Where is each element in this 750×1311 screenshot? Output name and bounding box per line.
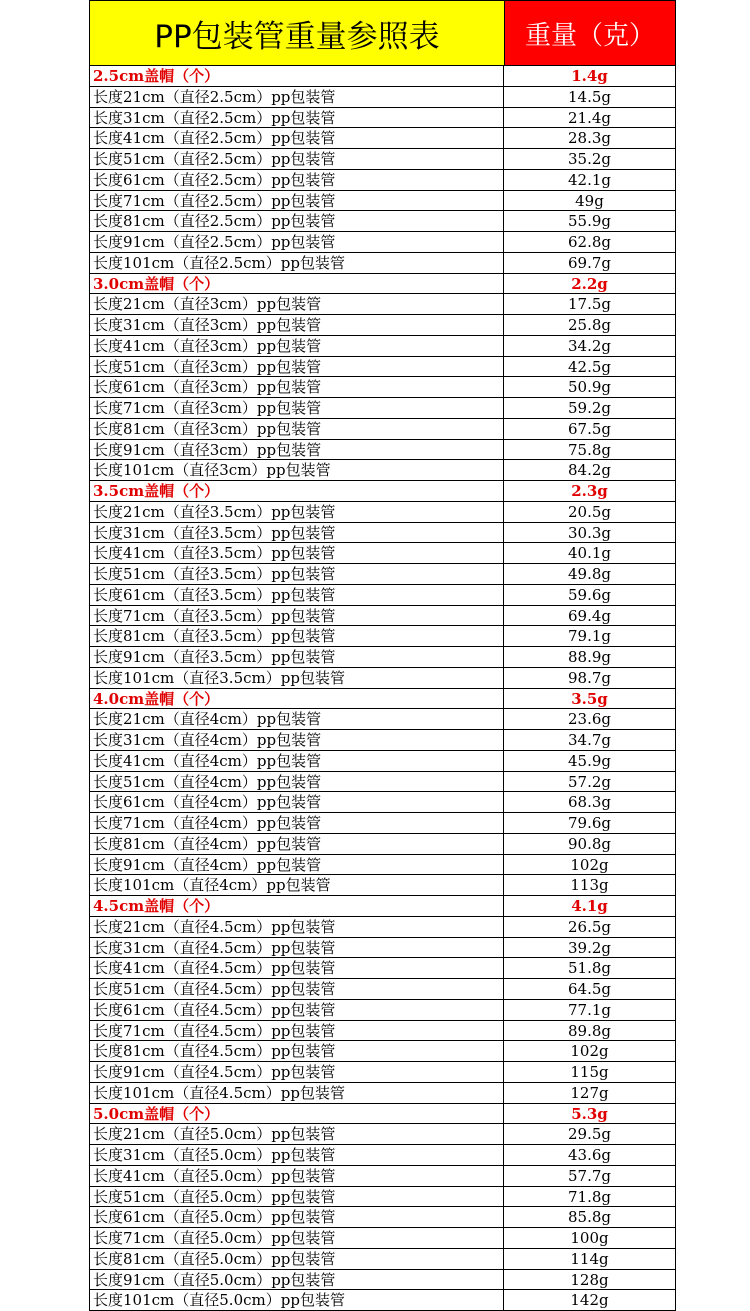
tube-weight: 20.5g <box>567 502 611 521</box>
tube-spec: 长度61cm（直径4.5cm）pp包装管 <box>90 1000 504 1020</box>
table-row <box>89 979 676 1000</box>
tube-spec: 长度41cm（直径3cm）pp包装管 <box>90 336 504 356</box>
table-row <box>89 709 676 730</box>
tube-spec: 长度21cm（直径5.0cm）pp包装管 <box>90 1124 504 1144</box>
table-row <box>89 772 676 793</box>
cap-row <box>89 274 676 295</box>
tube-weight: 85.8g <box>567 1208 611 1227</box>
tube-spec: 长度71cm（直径3.5cm）pp包装管 <box>90 606 504 626</box>
table-row <box>89 419 676 440</box>
tube-spec: 长度51cm（直径3.5cm）pp包装管 <box>90 564 504 584</box>
tube-spec: 长度101cm（直径3cm）pp包装管 <box>90 460 504 480</box>
cap-row <box>89 1104 676 1125</box>
tube-weight: 64.5g <box>567 980 611 998</box>
tube-spec: 长度71cm（直径3cm）pp包装管 <box>90 398 504 418</box>
table-row <box>89 377 676 398</box>
tube-weight: 35.2g <box>567 150 611 168</box>
tube-spec: 长度61cm（直径3cm）pp包装管 <box>90 377 504 397</box>
tube-spec: 长度101cm（直径4cm）pp包装管 <box>90 875 504 895</box>
tube-spec: 长度91cm（直径5.0cm）pp包装管 <box>90 1270 504 1290</box>
tube-weight: 62.8g <box>567 233 611 251</box>
tube-weight: 34.7g <box>567 731 611 749</box>
table-row <box>89 751 676 772</box>
tube-weight: 90.8g <box>567 834 611 853</box>
tube-weight: 142g <box>570 1291 609 1310</box>
table-row <box>89 1021 676 1042</box>
tube-weight: 30.3g <box>567 523 611 542</box>
cap-weight: 2.2g <box>571 274 608 293</box>
tube-weight: 28.3g <box>567 129 611 148</box>
tube-weight: 59.2g <box>567 399 611 417</box>
tube-weight: 49.8g <box>567 565 611 583</box>
table-row <box>89 170 676 191</box>
table-row <box>89 1124 676 1145</box>
table-row <box>89 813 676 834</box>
table-row <box>89 792 676 813</box>
tube-spec: 长度21cm（直径3.5cm）pp包装管 <box>90 502 504 522</box>
table-row <box>89 108 676 129</box>
table-row <box>89 1249 676 1270</box>
table-row <box>89 502 676 523</box>
tube-spec: 长度51cm（直径3cm）pp包装管 <box>90 357 504 377</box>
tube-weight: 57.2g <box>567 772 611 791</box>
table-row <box>89 834 676 855</box>
table-row <box>89 440 676 461</box>
cap-weight: 1.4g <box>571 67 608 85</box>
tube-weight: 88.9g <box>567 648 611 666</box>
tube-spec: 长度81cm（直径3.5cm）pp包装管 <box>90 626 504 646</box>
table-row <box>89 211 676 232</box>
tube-spec: 长度31cm（直径4.5cm）pp包装管 <box>90 938 504 958</box>
tube-spec: 长度51cm（直径2.5cm）pp包装管 <box>90 149 504 169</box>
tube-spec: 长度21cm（直径4cm）pp包装管 <box>90 709 504 729</box>
tube-weight: 113g <box>570 876 609 895</box>
table-row <box>89 564 676 585</box>
tube-spec: 长度31cm（直径4cm）pp包装管 <box>90 730 504 750</box>
cap-row <box>89 689 676 710</box>
tube-spec: 长度41cm（直径4cm）pp包装管 <box>90 751 504 771</box>
tube-weight: 40.1g <box>567 544 611 563</box>
tube-spec: 长度71cm（直径4.5cm）pp包装管 <box>90 1021 504 1041</box>
tube-weight: 34.2g <box>567 336 611 355</box>
cap-weight: 4.1g <box>571 897 608 915</box>
tube-spec: 长度21cm（直径2.5cm）pp包装管 <box>90 87 504 107</box>
tube-weight: 127g <box>570 1083 609 1102</box>
tube-spec: 长度51cm（直径5.0cm）pp包装管 <box>90 1187 504 1207</box>
table-row <box>89 87 676 108</box>
tube-spec: 长度31cm（直径3.5cm）pp包装管 <box>90 523 504 543</box>
tube-spec: 长度51cm（直径4cm）pp包装管 <box>90 772 504 792</box>
tube-spec: 长度91cm（直径2.5cm）pp包装管 <box>90 232 504 252</box>
cap-weight: 5.3g <box>571 1104 608 1123</box>
cap-name: 2.5cm盖帽（个） <box>90 66 504 86</box>
tube-spec: 长度81cm（直径5.0cm）pp包装管 <box>90 1249 504 1269</box>
table-row <box>89 958 676 979</box>
tube-spec: 长度61cm（直径5.0cm）pp包装管 <box>90 1207 504 1227</box>
table-row <box>89 1228 676 1249</box>
table-row <box>89 523 676 544</box>
tube-spec: 长度71cm（直径4cm）pp包装管 <box>90 813 504 833</box>
tube-weight: 23.6g <box>567 710 611 729</box>
cap-row <box>89 66 676 87</box>
tube-spec: 长度91cm（直径4.5cm）pp包装管 <box>90 1062 504 1082</box>
table-row <box>89 315 676 336</box>
tube-weight: 100g <box>570 1229 609 1247</box>
table-header <box>89 0 676 66</box>
table-row <box>89 1062 676 1083</box>
table-row <box>89 938 676 959</box>
tube-spec: 长度61cm（直径2.5cm）pp包装管 <box>90 170 504 190</box>
cap-row <box>89 481 676 502</box>
cap-name: 4.5cm盖帽（个） <box>90 896 504 916</box>
tube-spec: 长度81cm（直径4cm）pp包装管 <box>90 834 504 854</box>
cap-name: 5.0cm盖帽（个） <box>90 1104 504 1124</box>
tube-weight: 42.5g <box>567 357 611 376</box>
table-row <box>89 855 676 876</box>
table-row <box>89 1187 676 1208</box>
weight-table <box>89 0 676 1311</box>
tube-spec: 长度91cm（直径3cm）pp包装管 <box>90 440 504 460</box>
table-row <box>89 232 676 253</box>
tube-weight: 39.2g <box>567 938 611 957</box>
tube-weight: 50.9g <box>567 378 611 397</box>
table-row <box>89 149 676 170</box>
tube-weight: 59.6g <box>567 585 611 604</box>
tube-spec: 长度31cm（直径3cm）pp包装管 <box>90 315 504 335</box>
tube-weight: 14.5g <box>567 87 611 106</box>
tube-weight: 115g <box>570 1063 609 1081</box>
tube-spec: 长度21cm（直径3cm）pp包装管 <box>90 294 504 314</box>
tube-spec: 长度41cm（直径5.0cm）pp包装管 <box>90 1166 504 1186</box>
tube-spec: 长度61cm（直径3.5cm）pp包装管 <box>90 585 504 605</box>
tube-spec: 长度41cm（直径4.5cm）pp包装管 <box>90 958 504 978</box>
tube-spec: 长度41cm（直径3.5cm）pp包装管 <box>90 543 504 563</box>
table-row <box>89 626 676 647</box>
tube-weight: 43.6g <box>567 1146 611 1164</box>
table-row <box>89 647 676 668</box>
tube-weight: 102g <box>570 1042 609 1061</box>
table-row <box>89 668 676 689</box>
tube-spec: 长度31cm（直径2.5cm）pp包装管 <box>90 108 504 128</box>
tube-weight: 89.8g <box>567 1021 611 1040</box>
table-row <box>89 1166 676 1187</box>
tube-weight: 42.1g <box>567 170 611 189</box>
table-row <box>89 543 676 564</box>
tube-spec: 长度91cm（直径3.5cm）pp包装管 <box>90 647 504 667</box>
tube-weight: 98.7g <box>567 668 611 687</box>
tube-weight: 102g <box>570 855 609 874</box>
tube-weight: 55.9g <box>567 212 611 231</box>
tube-spec: 长度41cm（直径2.5cm）pp包装管 <box>90 128 504 148</box>
table-body <box>89 66 676 1311</box>
tube-weight: 68.3g <box>567 793 611 812</box>
tube-weight: 71.8g <box>567 1187 611 1206</box>
tube-weight: 25.8g <box>567 316 611 334</box>
table-title: PP包装管重量参照表 <box>90 1 505 65</box>
table-row <box>89 191 676 212</box>
tube-spec: 长度31cm（直径5.0cm）pp包装管 <box>90 1145 504 1165</box>
weight-column-header: 重量（克） <box>505 1 675 65</box>
cap-weight: 2.3g <box>571 482 608 500</box>
cap-name: 3.0cm盖帽（个） <box>90 274 504 294</box>
table-row <box>89 917 676 938</box>
cap-name: 4.0cm盖帽（个） <box>90 689 504 709</box>
tube-weight: 75.8g <box>567 440 611 459</box>
table-row <box>89 336 676 357</box>
tube-weight: 21.4g <box>567 108 611 127</box>
tube-spec: 长度71cm（直径2.5cm）pp包装管 <box>90 191 504 211</box>
table-row <box>89 1000 676 1021</box>
tube-spec: 长度81cm（直径3cm）pp包装管 <box>90 419 504 439</box>
table-row <box>89 398 676 419</box>
table-row <box>89 460 676 481</box>
table-row <box>89 606 676 627</box>
tube-weight: 79.6g <box>567 814 611 832</box>
tube-weight: 17.5g <box>567 295 611 314</box>
table-row <box>89 875 676 896</box>
tube-weight: 51.8g <box>567 959 611 978</box>
tube-weight: 79.1g <box>567 627 611 646</box>
cap-name: 3.5cm盖帽（个） <box>90 481 504 501</box>
table-row <box>89 1041 676 1062</box>
tube-weight: 49g <box>575 191 604 210</box>
tube-spec: 长度71cm（直径5.0cm）pp包装管 <box>90 1228 504 1248</box>
tube-spec: 长度101cm（直径3.5cm）pp包装管 <box>90 668 504 688</box>
table-row <box>89 585 676 606</box>
tube-weight: 57.7g <box>567 1166 611 1185</box>
tube-spec: 长度21cm（直径4.5cm）pp包装管 <box>90 917 504 937</box>
tube-weight: 128g <box>570 1270 609 1289</box>
table-row <box>89 253 676 274</box>
tube-spec: 长度91cm（直径4cm）pp包装管 <box>90 855 504 875</box>
table-row <box>89 1270 676 1291</box>
tube-weight: 69.7g <box>567 253 611 272</box>
tube-weight: 114g <box>570 1249 609 1268</box>
table-row <box>89 730 676 751</box>
table-row <box>89 294 676 315</box>
cap-weight: 3.5g <box>571 689 608 708</box>
table-row <box>89 1083 676 1104</box>
tube-spec: 长度101cm（直径2.5cm）pp包装管 <box>90 253 504 273</box>
tube-spec: 长度101cm（直径4.5cm）pp包装管 <box>90 1083 504 1103</box>
tube-spec: 长度81cm（直径4.5cm）pp包装管 <box>90 1041 504 1061</box>
table-row <box>89 1145 676 1166</box>
tube-weight: 67.5g <box>567 419 611 438</box>
table-row <box>89 1207 676 1228</box>
tube-spec: 长度51cm（直径4.5cm）pp包装管 <box>90 979 504 999</box>
table-row <box>89 128 676 149</box>
tube-weight: 69.4g <box>567 606 611 625</box>
table-row <box>89 357 676 378</box>
tube-spec: 长度61cm（直径4cm）pp包装管 <box>90 792 504 812</box>
tube-spec: 长度101cm（直径5.0cm）pp包装管 <box>90 1290 504 1310</box>
tube-weight: 84.2g <box>567 461 611 480</box>
tube-weight: 45.9g <box>567 751 611 770</box>
tube-weight: 77.1g <box>567 1000 611 1019</box>
tube-weight: 26.5g <box>567 917 611 936</box>
tube-weight: 29.5g <box>567 1125 611 1144</box>
cap-row <box>89 896 676 917</box>
tube-spec: 长度81cm（直径2.5cm）pp包装管 <box>90 211 504 231</box>
